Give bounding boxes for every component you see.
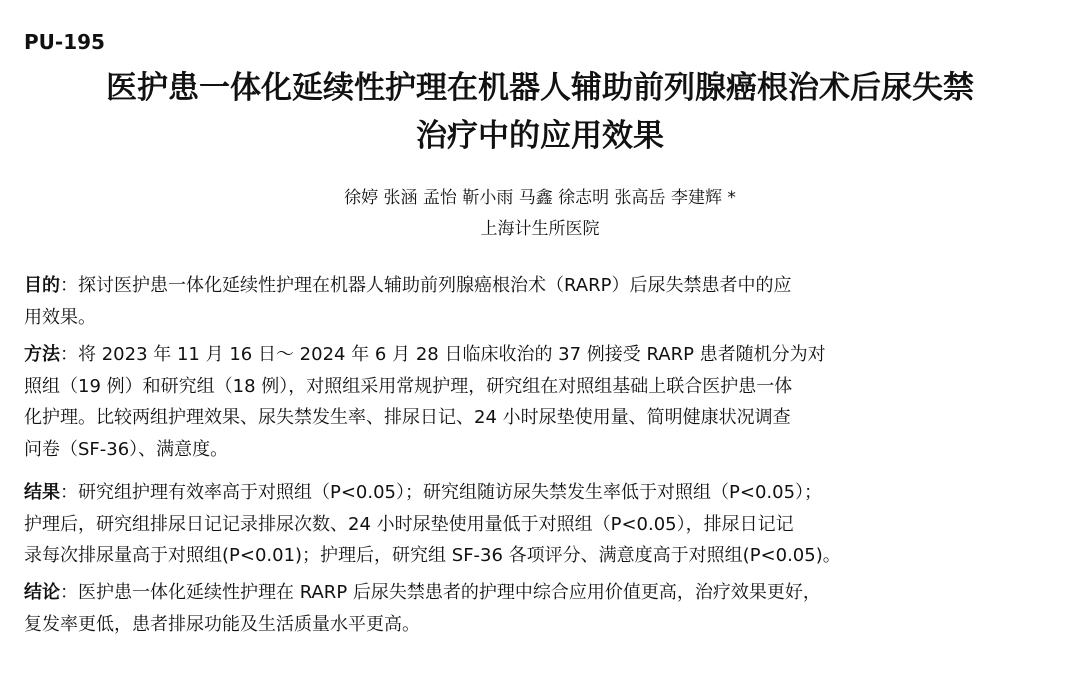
section-text: ：研究组护理有效率高于对照组（P<0.05）；研究组随访尿失禁发生率低于对照组（P<0.05）； <box>60 482 823 503</box>
section-objective <box>24 270 1058 333</box>
author-list: 徐婷 张涵 孟怡 靳小雨 马鑫 徐志明 张高岳 李建辉 * <box>344 188 736 208</box>
paper-id: PU-195 <box>24 30 105 54</box>
section-text: ：将 2023 年 11 月 16 日～ 2024 年 6 月 28 日临床收治的 37 例接受 RARP 患者随机分为对 <box>60 344 826 365</box>
section-text: 问卷（SF-36）、满意度。 <box>24 438 229 460</box>
section-text: 用效果。 <box>24 306 96 328</box>
section-text: 护理后，研究组排尿日记记录排尿次数、24 小时尿垫使用量低于对照组（P<0.05），排尿日记记 <box>24 513 794 535</box>
title-line-1: 医护患一体化延续性护理在机器人辅助前列腺癌根治术后尿失禁 <box>106 70 974 106</box>
section-label: 结论 <box>24 582 60 603</box>
section-label: 目的 <box>24 275 60 296</box>
section-text: 照组（19 例）和研究组（18 例），对照组采用常规护理，研究组在对照组基础上联合医护患一体 <box>24 375 793 397</box>
affiliation: 上海计生所医院 <box>480 219 600 239</box>
section-text: ：探讨医护患一体化延续性护理在机器人辅助前列腺癌根治术（RARP）后尿失禁患者中的应 <box>60 275 792 296</box>
section-label: 方法 <box>24 344 60 365</box>
section-text: ：医护患一体化延续性护理在 RARP 后尿失禁患者的护理中综合应用价值更高，治疗效果更好， <box>60 582 821 603</box>
title-line-2: 治疗中的应用效果 <box>416 118 664 154</box>
section-text: 复发率更低，患者排尿功能及生活质量水平更高。 <box>24 613 420 635</box>
section-methods <box>24 339 1058 465</box>
section-label: 结果 <box>24 482 60 503</box>
section-text: 录每次排尿量高于对照组(P<0.01)；护理后，研究组 SF-36 各项评分、满意度高于对照组(P<0.05)。 <box>24 545 841 566</box>
section-conclusion <box>24 577 1058 640</box>
section-text: 化护理。比较两组护理效果、尿失禁发生率、排尿日记、24 小时尿垫使用量、简明健康状况调查 <box>24 407 791 428</box>
section-results <box>24 477 1058 572</box>
paper-title <box>20 64 1060 160</box>
